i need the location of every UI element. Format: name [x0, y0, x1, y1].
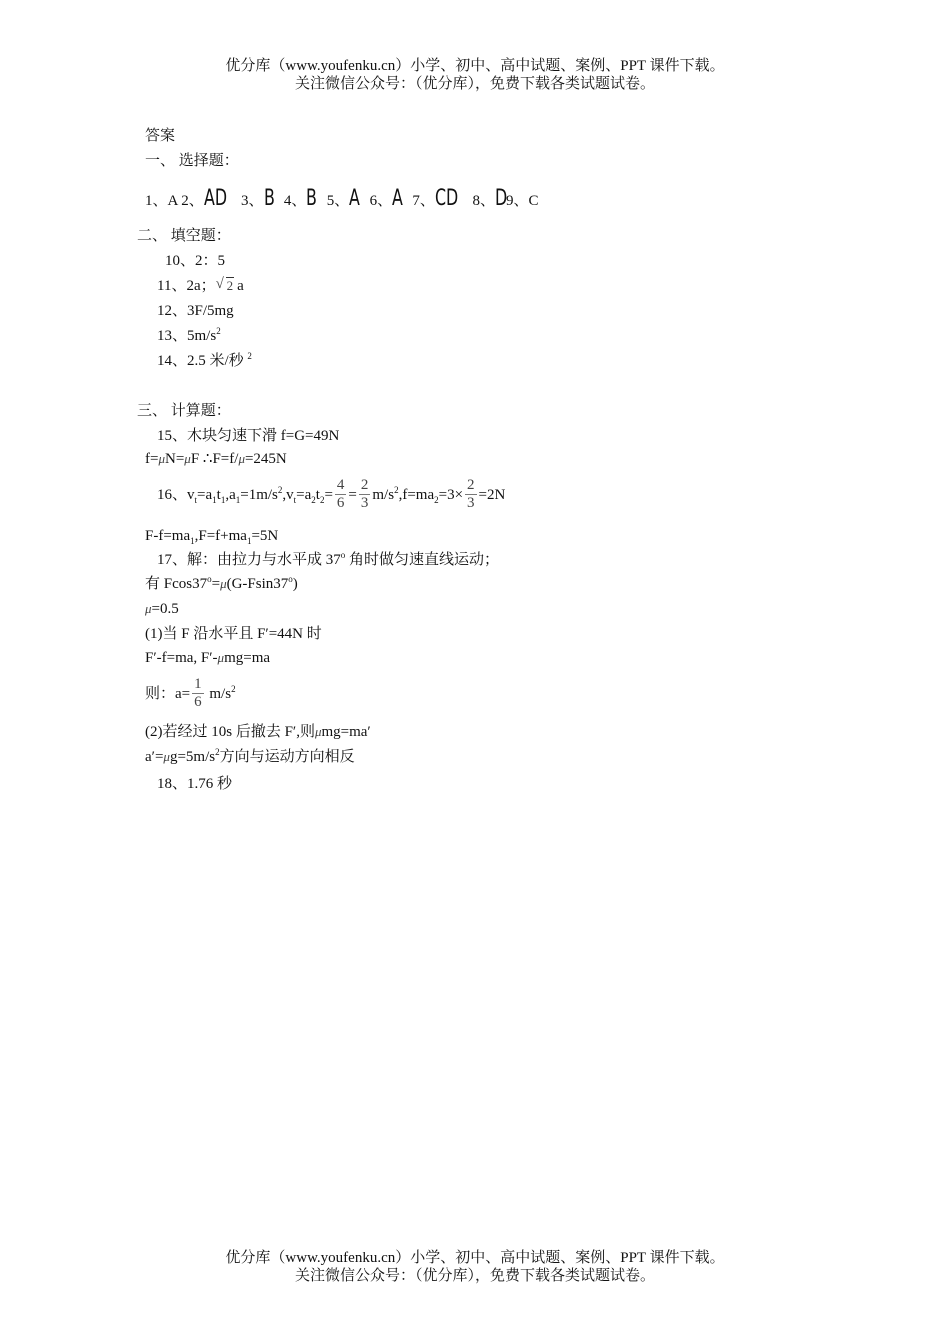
answer-q12: 12、3F/5mg: [157, 303, 234, 319]
text: f=: [145, 451, 159, 467]
choice-answer: AD: [203, 186, 227, 211]
text: =3×: [438, 487, 464, 503]
fraction: [359, 477, 371, 512]
answer-q15-line2: [145, 449, 287, 469]
subscript: 1: [220, 495, 226, 505]
choice-number: 7、: [412, 193, 435, 209]
text: F-f=ma: [145, 528, 191, 544]
text: =5N: [251, 528, 279, 544]
header-line-1: 优分库（www.youfenku.cn）小学、初中、高中试题、案例、PPT 课件下载。: [225, 58, 725, 74]
text: =1m/s: [240, 487, 278, 503]
text: m/s: [205, 686, 232, 702]
answer-q11: [157, 276, 244, 296]
text: =0.5: [151, 601, 179, 617]
choice-number: 3、: [241, 193, 264, 209]
subscript: t: [293, 495, 297, 505]
superscript: 2: [394, 485, 399, 495]
answer-q15-line1: 15、木块匀速下滑 f=G=49N: [157, 428, 340, 444]
header-line-2: 关注微信公众号：（优分库），免费下载各类试题试卷。: [294, 76, 655, 92]
text: 角时做匀速直线运动；: [345, 552, 500, 568]
mu-symbol: μ: [220, 576, 227, 591]
choice-answers-row: [145, 186, 539, 211]
text: ,f=ma: [398, 487, 435, 503]
superscript: 2: [277, 485, 283, 495]
numerator: 4: [336, 477, 345, 494]
answer-q17-line7: [145, 722, 371, 742]
subscript: t: [194, 495, 198, 505]
choice-number: 6、: [369, 193, 393, 209]
text: =245N: [244, 451, 287, 467]
mu-symbol: μ: [314, 724, 322, 739]
answer-q13: [157, 326, 221, 346]
answer-q17-line6: [145, 676, 236, 712]
choice-number: 9、: [505, 193, 529, 209]
text: 17、解：由拉力与水平成 37: [157, 552, 341, 568]
text: mg=ma: [224, 650, 271, 666]
numerator: 1: [194, 676, 202, 693]
subscript: 1: [235, 495, 241, 505]
choice-number: 2、: [181, 193, 204, 209]
text: =: [211, 576, 221, 592]
choice-number: 4、: [283, 193, 307, 209]
q11-unit: a: [237, 278, 244, 294]
answer-q17-line4: (1)当 F 沿水平且 F′=44N 时: [145, 626, 322, 642]
answer-q18: 18、1.76 秒: [157, 776, 233, 792]
page-footer: [0, 1249, 950, 1285]
degree-symbol: o: [340, 550, 346, 560]
mu-symbol: μ: [163, 749, 170, 764]
text: =: [348, 487, 357, 503]
answer-q17-line5: [145, 648, 270, 668]
text: 16、v: [157, 487, 195, 503]
choice-answer: A: [349, 186, 361, 211]
denominator: 3: [467, 495, 475, 512]
text: mg=ma′: [321, 724, 371, 740]
footer-line-2: 关注微信公众号：（优分库），免费下载各类试题试卷。: [294, 1268, 655, 1284]
mu-symbol: μ: [145, 601, 152, 616]
numerator: 2: [467, 477, 475, 494]
text: =2N: [478, 487, 506, 503]
subscript: 2: [311, 495, 316, 505]
choice-number: 1、: [145, 193, 168, 209]
fraction: [192, 676, 204, 711]
choice-number: 5、: [326, 193, 350, 209]
text: ): [292, 576, 298, 592]
answer-title: 答案: [145, 128, 176, 144]
choice-answer: C: [528, 193, 539, 209]
text: 方向与运动方向相反: [219, 749, 355, 765]
text: =a: [296, 487, 312, 503]
mu-symbol: μ: [217, 650, 225, 665]
superscript: 2: [231, 684, 236, 694]
answer-q16-line1: [157, 477, 505, 513]
choice-answer: CD: [434, 186, 459, 211]
degree-symbol: o: [207, 574, 212, 584]
text: N=: [165, 451, 185, 467]
choice-answer: A: [167, 193, 178, 209]
q13-text: 13、5m/s: [157, 328, 217, 344]
text: (G-Fsin37: [226, 576, 289, 592]
subscript: 1: [212, 495, 217, 505]
text: m/s: [372, 487, 395, 503]
text: =a: [197, 487, 213, 503]
text: 有 Fcos37: [145, 576, 208, 592]
superscript: 2: [215, 747, 220, 757]
text: ,a: [225, 487, 236, 503]
choice-number: 8、: [472, 193, 496, 209]
text: 则：a=: [145, 686, 191, 702]
footer-line-1: 优分库（www.youfenku.cn）小学、初中、高中试题、案例、PPT 课件下载。: [225, 1250, 725, 1266]
answer-q17-line1: [157, 550, 499, 570]
answer-q17-line8: [145, 747, 355, 767]
sqrt-radicand: 2: [226, 278, 234, 293]
text: t: [315, 487, 320, 503]
text: t: [216, 487, 221, 503]
section-2-heading: 二、 填空题：: [137, 228, 231, 244]
denominator: 6: [336, 495, 345, 512]
degree-symbol: o: [288, 574, 293, 584]
denominator: 3: [360, 495, 369, 512]
section-1-heading: 一、 选择题：: [145, 153, 239, 169]
choice-answer: B: [263, 186, 275, 211]
answer-q10: 10、2：5: [165, 253, 226, 269]
text: F ∴F=f/: [190, 451, 239, 467]
fraction: [465, 477, 477, 512]
mu-symbol: μ: [184, 451, 191, 466]
text: g=5m/s: [169, 749, 216, 765]
subscript: 1: [246, 536, 252, 546]
choice-answer: A: [392, 186, 403, 211]
text: F′-f=ma, F′-: [145, 650, 218, 666]
answer-q17-line2: [145, 574, 298, 594]
subscript: 1: [190, 536, 195, 546]
choice-answer: B: [306, 186, 318, 211]
sqrt-symbol: √ 2: [215, 276, 234, 293]
denominator: 6: [194, 694, 202, 711]
text: a′=: [145, 749, 164, 765]
section-3-heading: 三、 计算题：: [137, 403, 231, 419]
choice-answer: D: [495, 186, 508, 211]
q14-exponent: 2: [247, 351, 252, 361]
page-header: [0, 57, 950, 93]
answer-q16-line2: [145, 526, 278, 546]
numerator: 2: [360, 477, 369, 494]
q11-text: 11、2a；: [157, 278, 216, 294]
fraction: [335, 477, 347, 512]
answer-q14: [157, 351, 252, 371]
mu-symbol: μ: [158, 451, 165, 466]
q13-exponent: 2: [216, 326, 221, 336]
text: (2)若经过 10s 后撤去 F′,则: [145, 724, 315, 740]
answer-q17-line3: [145, 599, 179, 619]
text: =: [324, 487, 333, 503]
subscript: 2: [434, 495, 439, 505]
mu-symbol: μ: [238, 451, 245, 466]
text: ,v: [282, 487, 294, 503]
subscript: 2: [319, 495, 325, 505]
text: ,F=f+ma: [194, 528, 247, 544]
q14-text: 14、2.5 米/秒: [157, 353, 244, 369]
